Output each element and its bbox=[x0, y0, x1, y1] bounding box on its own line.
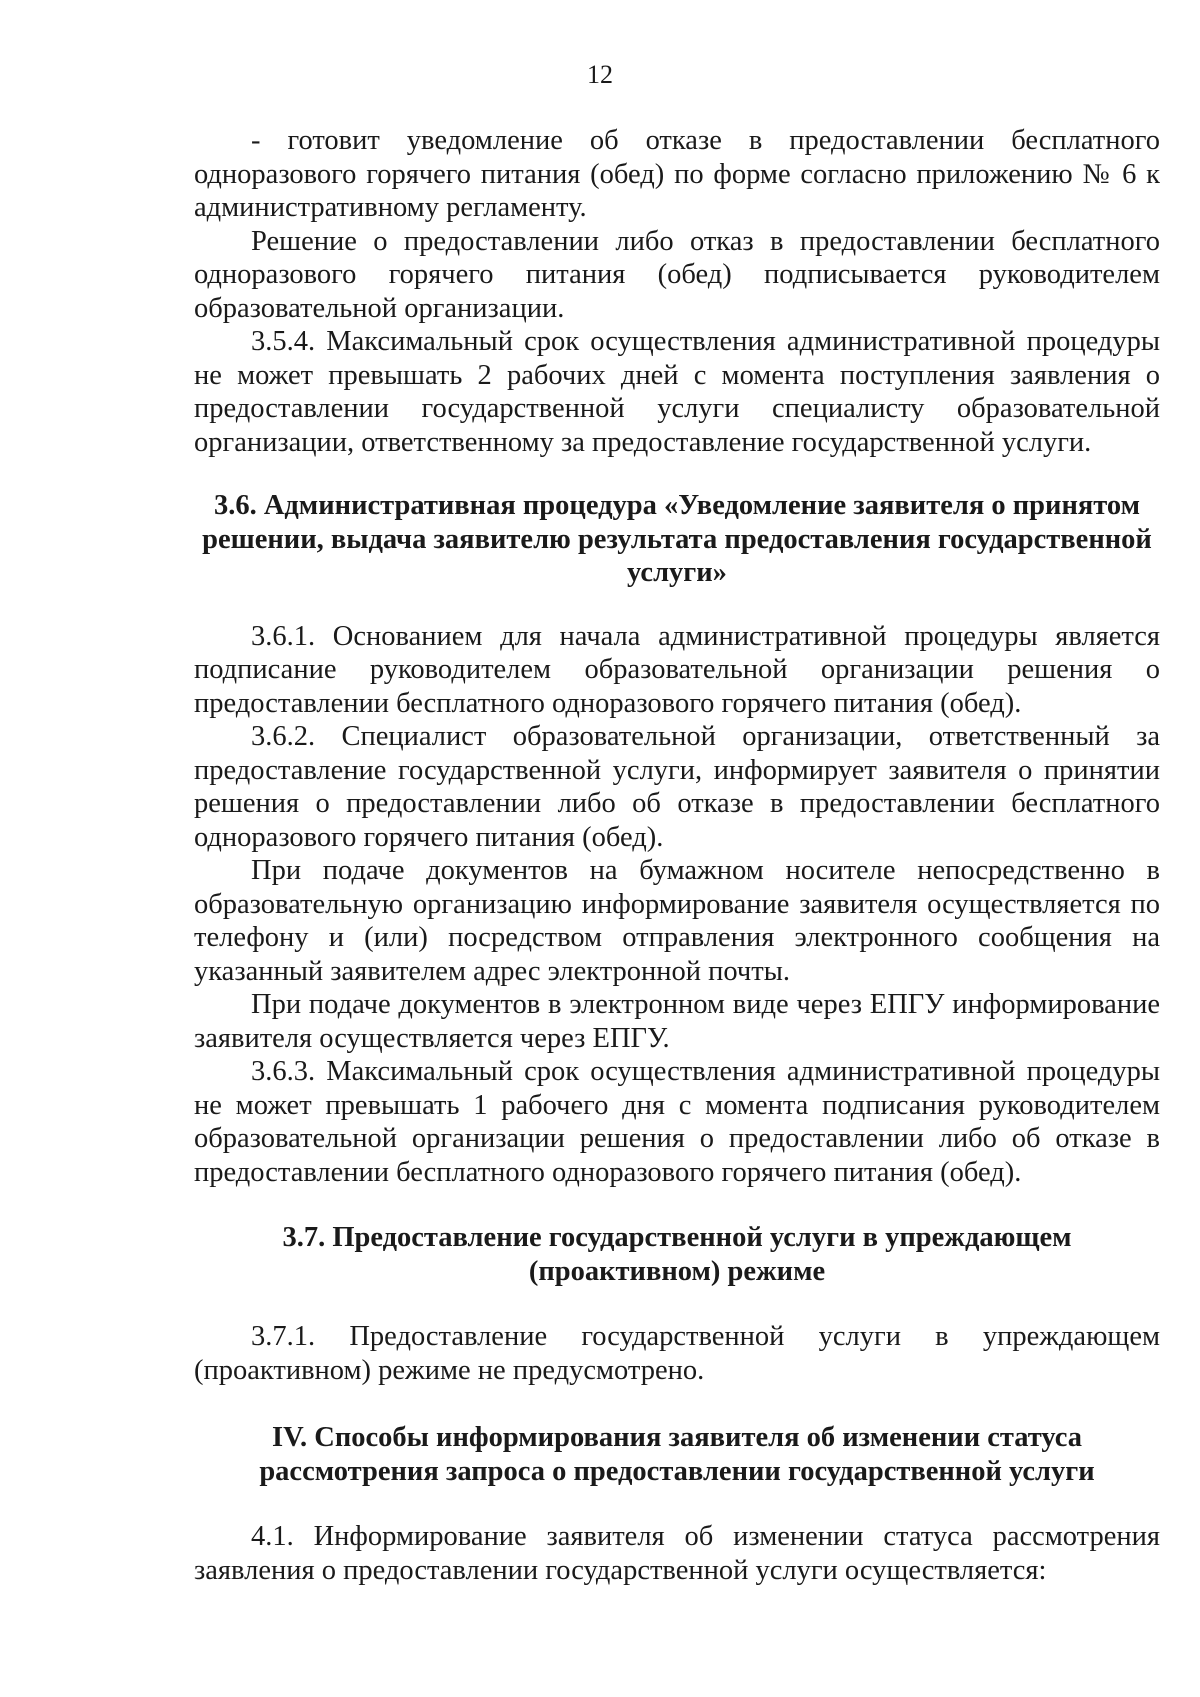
paragraph-4-1: 4.1. Информирование заявителя об изменении статуса рассмотрения заявления о предоставлении государственной услуги осуществляется: bbox=[194, 1521, 1160, 1586]
paragraph-3-6-1: 3.6.1. Основанием для начала административной процедуры является подписание руководителем образовательной организации решения о предоставлении бесплатного одноразового горячего питания (обед). bbox=[194, 620, 1160, 719]
paragraph-3-7-1: 3.7.1. Предоставление государственной услуги в упреждающем (проактивном) режиме не предусмотрено. bbox=[194, 1321, 1160, 1386]
heading-section-3-6: 3.6. Административная процедура «Уведомление заявителя о принятом решении, выдача заявителю результата предоставления государственной услуги» bbox=[202, 490, 1152, 588]
paragraph-3-6-2: 3.6.2. Специалист образовательной организации, ответственный за предоставление государственной услуги, информирует заявителя о принятии решения о предоставлении либо об отказе в предоставлении бесплатного одноразового горячего питания (обед). bbox=[194, 721, 1160, 853]
page-number: 12 bbox=[587, 60, 613, 89]
paragraph-3-5-4: 3.5.4. Максимальный срок осуществления административной процедуры не может превышать 2 рабочих дней с момента поступления заявления о предоставлении государственной услуги специалисту образовательной организации, ответственному за предоставление государственной услуги. bbox=[194, 326, 1160, 458]
paragraph-paper-submission: При подаче документов на бумажном носителе непосредственно в образовательную организацию информирование заявителя осуществляется по телефону и (или) посредством отправления электронного сообщения на указанный заявителем адрес электронной почты. bbox=[194, 855, 1160, 987]
paragraph-notice-refusal: - готовит уведомление об отказе в предоставлении бесплатного одноразового горячего питания (обед) по форме согласно приложению № 6 к административному регламенту. bbox=[194, 125, 1160, 223]
document-body bbox=[194, 124, 1160, 1587]
paragraph-decision-signing: Решение о предоставлении либо отказ в предоставлении бесплатного одноразового горячего питания (обед) подписывается руководителем образовательной организации. bbox=[194, 225, 1160, 324]
heading-section-iv: IV. Способы информирования заявителя об изменении статуса рассмотрения запроса о предоставлении государственной услуги bbox=[259, 1422, 1095, 1487]
paragraph-3-6-3: 3.6.3. Максимальный срок осуществления административной процедуры не может превышать 1 рабочего дня с момента подписания руководителем образовательной организации решения о предоставлении либо об отказе в предоставлении бесплатного одноразового горячего питания (обед). bbox=[194, 1056, 1160, 1188]
heading-section-3-7: 3.7. Предоставление государственной услуги в упреждающем (проактивном) режиме bbox=[282, 1222, 1072, 1287]
paragraph-electronic-submission: При подаче документов в электронном виде через ЕПГУ информирование заявителя осуществляется через ЕПГУ. bbox=[194, 989, 1160, 1054]
